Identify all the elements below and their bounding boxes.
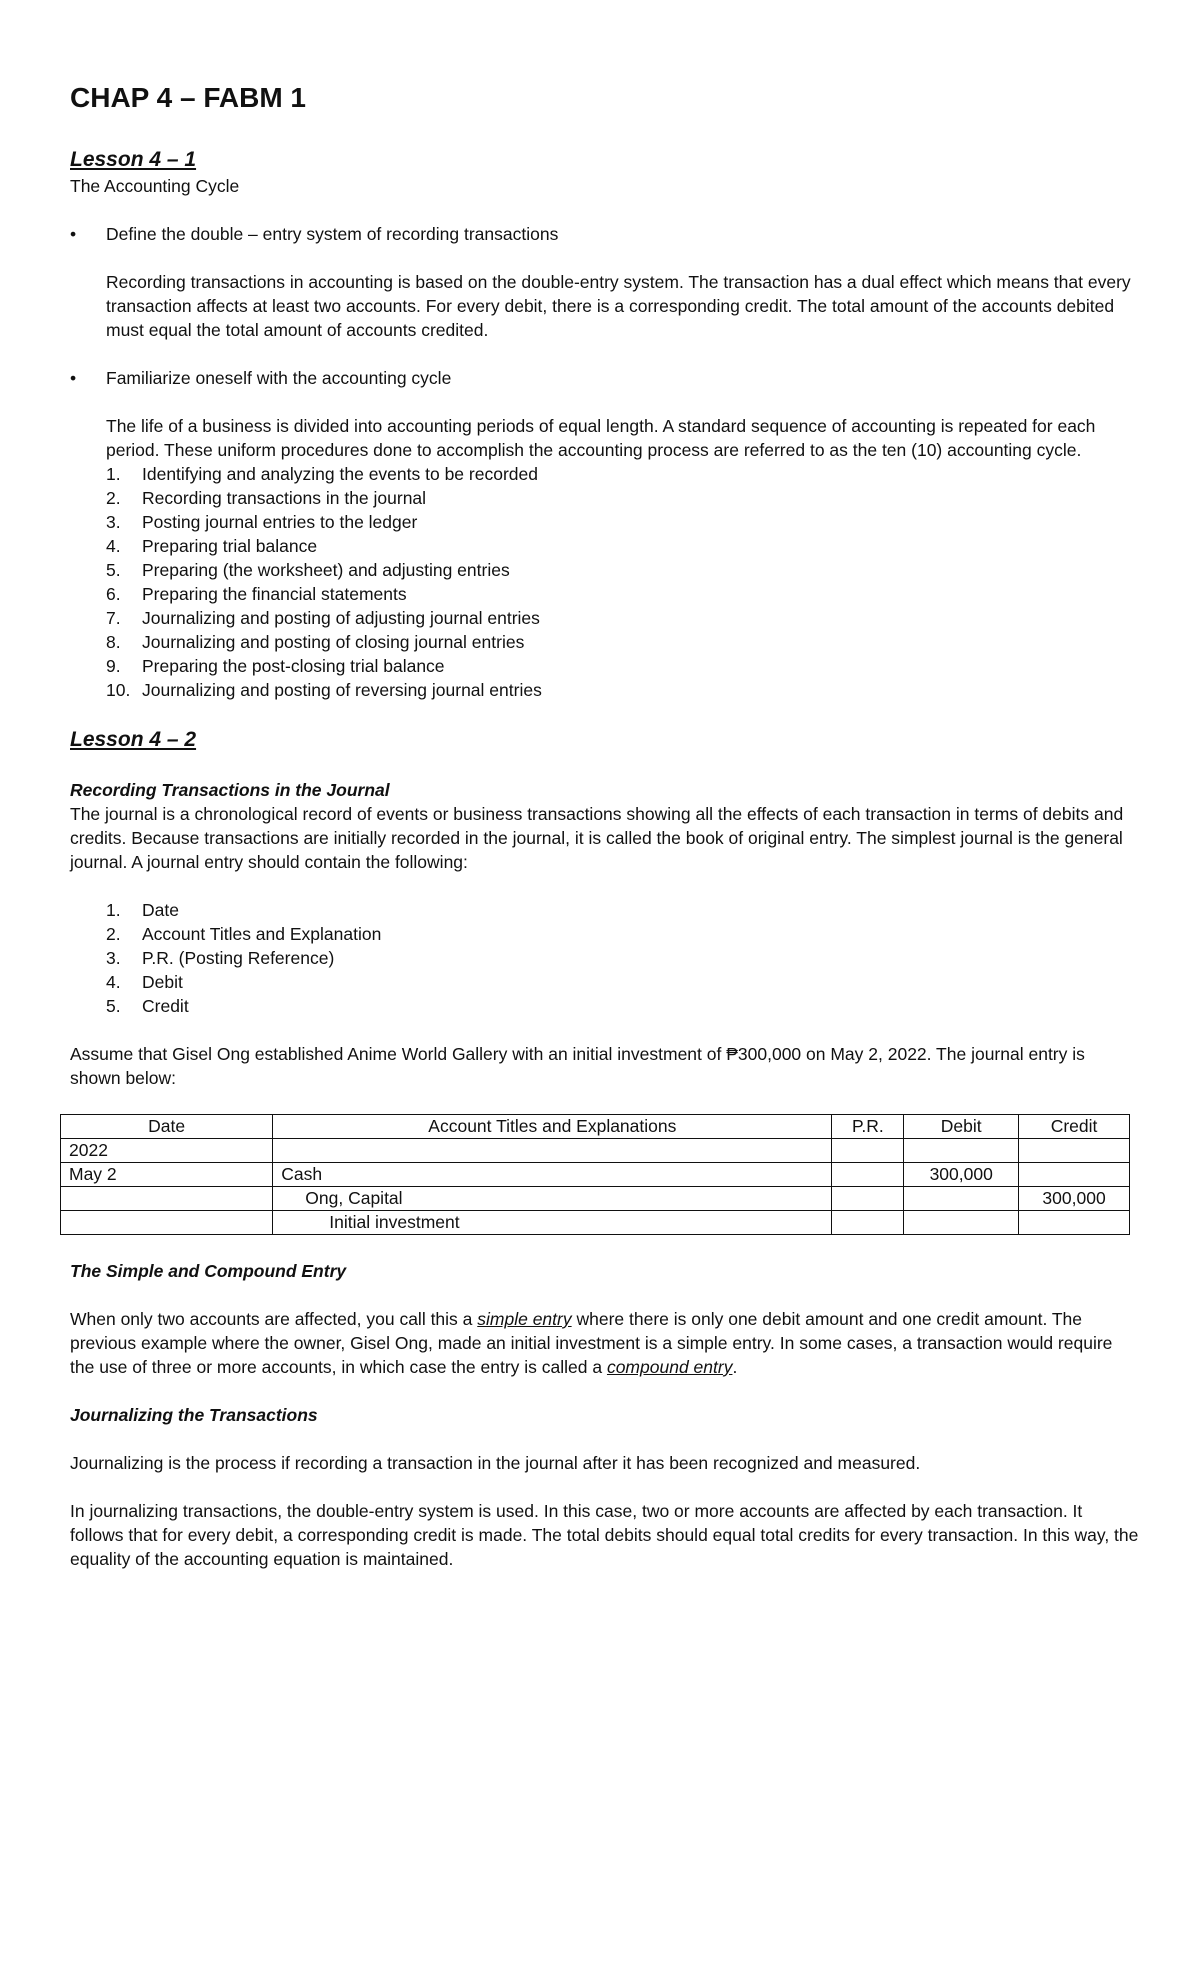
cell-date: 2022 bbox=[61, 1139, 273, 1163]
bullet-item-accounting-cycle bbox=[70, 366, 1140, 390]
cell-debit: 300,000 bbox=[904, 1163, 1019, 1187]
table-row bbox=[61, 1139, 1130, 1163]
document-title: CHAP 4 – FABM 1 bbox=[70, 82, 306, 113]
document-page bbox=[70, 70, 1140, 1571]
double-entry-paragraph: Recording transactions in accounting is based on the double-entry system. The transaction has a dual effect which means that every transaction affects at least two accounts. For every debit, there is a corresponding credit. The total amount of the accounts debited must equal the total amount of accounts credited. bbox=[106, 272, 1131, 340]
list-item: 9. Preparing the post-closing trial balance bbox=[106, 656, 445, 676]
cell-pr bbox=[832, 1187, 904, 1211]
list-item: 10. Journalizing and posting of reversing journal entries bbox=[106, 680, 542, 700]
cell-account: Cash bbox=[273, 1163, 832, 1187]
cell-pr bbox=[832, 1139, 904, 1163]
lesson-2-heading: Lesson 4 – 2 bbox=[70, 728, 197, 751]
header-account: Account Titles and Explanations bbox=[273, 1115, 832, 1139]
cell-account bbox=[273, 1139, 832, 1163]
list-item: 3. P.R. (Posting Reference) bbox=[106, 948, 335, 968]
compound-entry-term: compound entry bbox=[606, 1357, 733, 1377]
recording-transactions-heading: Recording Transactions in the Journal bbox=[70, 780, 390, 800]
list-item: 6. Preparing the financial statements bbox=[106, 584, 407, 604]
cell-debit bbox=[904, 1211, 1019, 1235]
list-item: 5. Credit bbox=[106, 996, 189, 1016]
list-item: 5. Preparing (the worksheet) and adjusting entries bbox=[106, 560, 510, 580]
double-entry-journalizing-paragraph: In journalizing transactions, the double-entry system is used. In this case, two or more accounts are affected by each transaction. It follows that for every debit, a corresponding credit is made. The total debits should equal total credits for every transaction. In this way, the equality of the accounting equation is maintained. bbox=[70, 1501, 1139, 1569]
accounting-cycle-paragraph: The life of a business is divided into accounting periods of equal length. A standard sequence of accounting is repeated for each period. These uniform procedures done to accomplish the accounting process are referred to as the ten (10) accounting cycle. bbox=[106, 416, 1096, 460]
accounting-cycle-steps bbox=[70, 462, 1140, 702]
cell-credit bbox=[1019, 1139, 1130, 1163]
cell-credit bbox=[1019, 1163, 1130, 1187]
simple-entry-term: simple entry bbox=[477, 1309, 572, 1329]
header-debit: Debit bbox=[904, 1115, 1019, 1139]
journal-paragraph: The journal is a chronological record of events or business transactions showing all the effects of each transaction in terms of debits and credits. Because transactions are initially recorded in the journal, it is called the book of original entry. The simplest journal is the general journal. A journal entry should contain the following: bbox=[70, 804, 1124, 872]
bullet-icon: • bbox=[70, 224, 77, 244]
list-item: 4. Preparing trial balance bbox=[106, 536, 318, 556]
cell-account: Ong, Capital bbox=[273, 1187, 832, 1211]
lesson-1-subtitle: The Accounting Cycle bbox=[70, 176, 240, 196]
list-item: 1. Identifying and analyzing the events to be recorded bbox=[106, 464, 538, 484]
table-row bbox=[61, 1163, 1130, 1187]
cell-pr bbox=[832, 1211, 904, 1235]
example-paragraph: Assume that Gisel Ong established Anime World Gallery with an initial investment of ₱300,000 on May 2, 2022. The journal entry is shown below: bbox=[70, 1044, 1085, 1088]
cell-pr bbox=[832, 1163, 904, 1187]
list-item: 2. Recording transactions in the journal bbox=[106, 488, 427, 508]
cell-debit bbox=[904, 1139, 1019, 1163]
list-item: 4. Debit bbox=[106, 972, 183, 992]
list-item: 2. Account Titles and Explanation bbox=[106, 924, 382, 944]
cell-credit: 300,000 bbox=[1019, 1187, 1130, 1211]
simple-compound-paragraph: When only two accounts are affected, you call this a simple entry where there is only one debit amount and one credit amount. The previous example where the owner, Gisel Ong, made an initial investment is a simple entry. In some cases, a transaction would require the use of three or more accounts, in which case the entry is called a compound entry. bbox=[70, 1309, 1113, 1377]
cell-date bbox=[61, 1187, 273, 1211]
header-date: Date bbox=[61, 1115, 273, 1139]
simple-compound-heading: The Simple and Compound Entry bbox=[70, 1261, 347, 1281]
bullet-text: Familiarize oneself with the accounting cycle bbox=[106, 368, 452, 388]
lesson-1-heading: Lesson 4 – 1 bbox=[70, 148, 197, 171]
cell-account: Initial investment bbox=[273, 1211, 832, 1235]
list-item: 3. Posting journal entries to the ledger bbox=[106, 512, 418, 532]
list-item: 8. Journalizing and posting of closing journal entries bbox=[106, 632, 525, 652]
bullet-item-double-entry bbox=[70, 222, 1140, 246]
table-row bbox=[61, 1211, 1130, 1235]
bullet-icon: • bbox=[70, 368, 77, 388]
cell-date: May 2 bbox=[61, 1163, 273, 1187]
cell-debit bbox=[904, 1187, 1019, 1211]
journal-entry-parts bbox=[70, 898, 1140, 1018]
journalizing-heading: Journalizing the Transactions bbox=[70, 1405, 318, 1425]
table-row bbox=[61, 1187, 1130, 1211]
list-item: 1. Date bbox=[106, 900, 179, 920]
journal-table bbox=[60, 1114, 1130, 1235]
header-pr: P.R. bbox=[832, 1115, 904, 1139]
journalizing-paragraph: Journalizing is the process if recording a transaction in the journal after it has been recognized and measured. bbox=[70, 1453, 921, 1473]
table-header-row bbox=[61, 1115, 1130, 1139]
list-item: 7. Journalizing and posting of adjusting journal entries bbox=[106, 608, 540, 628]
header-credit: Credit bbox=[1019, 1115, 1130, 1139]
cell-credit bbox=[1019, 1211, 1130, 1235]
bullet-text: Define the double – entry system of recording transactions bbox=[106, 224, 559, 244]
cell-date bbox=[61, 1211, 273, 1235]
